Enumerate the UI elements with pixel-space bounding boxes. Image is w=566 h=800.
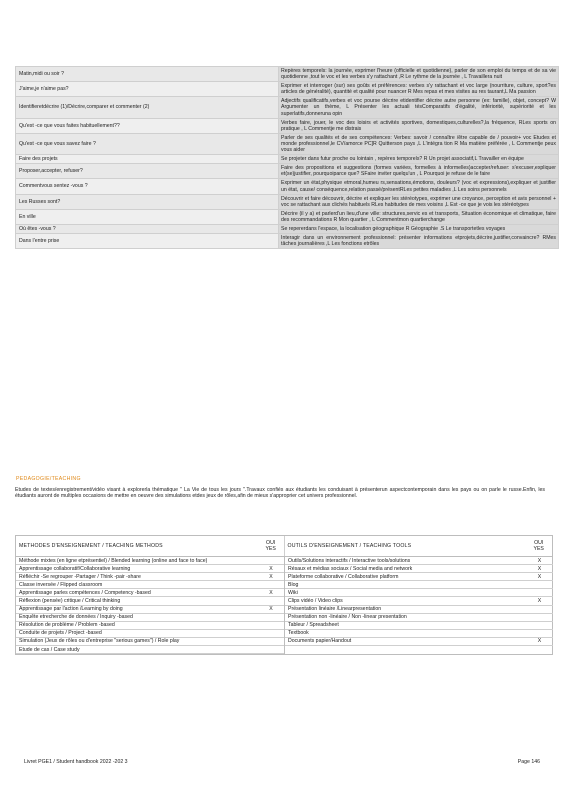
theme-title: Identifieretdécrire (1)/Décrire,comparer et commenter (2) xyxy=(16,97,279,118)
theme-description: Faire des propositions et suggestions (formes variées, formelles à informelles)accepter/refuser: s'excuser,expliquer et(se)justifier, pourquoiparce que? SFaire inviter quelqu'un , L Pourquoi je refuse de le faire xyxy=(279,164,559,179)
tool-row-check-mark xyxy=(526,622,553,629)
methods-list xyxy=(16,557,285,654)
theme-description: Verbes faire, jouer, le voc des loisirs et activités sportives, domestiques,culturelles?,la fréquence, RLes sports on pratique , L Commentje me distrais xyxy=(279,118,559,133)
theme-description: Se repererdans l'espace, la localisation géographique R Géographie .S Le transportetles voyages xyxy=(279,224,559,233)
theme-description: Parler de ses qualités et de ses compétences: Verbes: savoir / connaître /être capable de / pouvoir+ voc Etudes et monde professionnel,le CV/amorce PC]R Quitterson pays ,L L'intégra tion R Ma matière préférée , L Commentje peux vous aider xyxy=(279,133,559,154)
method-row-check-mark xyxy=(258,646,284,653)
method-row-check-mark: X xyxy=(269,589,273,596)
page-number: Page 146 xyxy=(517,759,540,765)
tool-row-label: Wiki xyxy=(288,589,298,596)
method-row-check-mark: X xyxy=(269,573,273,580)
tool-row-label: Documents papier/Handout xyxy=(288,638,352,645)
footer-handbook: Livret PGE1 / Student handbook 2022 -202 3 xyxy=(24,759,128,765)
theme-title: En ville xyxy=(16,209,279,224)
theme-title: Matin,midi ou soir ? xyxy=(16,67,279,82)
oui-label: OUI xyxy=(534,540,544,546)
method-row-label: Réflexion (pensée) critique / Critical thinking xyxy=(19,597,121,604)
tool-row xyxy=(285,614,553,622)
tool-row-check-mark xyxy=(526,614,553,621)
teaching-intro: Etudes de textes/enregistrement/vidéo visant à explorerla thématique " La Vie de tous les jours ".Travaux confiés aux étudiants les conduisant à présenterun aspectcontemporain dans les pays ou on parle le russe.Enfin, les étudiants auront de multiples occasions de mettre en oeuvre des simulations etdes jeux de rôles,afin de mieux s'approprier cet univers professionnel. xyxy=(15,487,545,500)
theme-description: Interagir dans un environnement professionnel: présenter informations etprojets,décrire,justifier,convaincre? RMes tâches journalières ,L Les fonctions etrôles xyxy=(279,234,559,249)
method-row xyxy=(16,606,284,614)
theme-title: Proposer,accepter, refuser? xyxy=(16,164,279,179)
theme-description: Repères temporels: la journée, exprimer l'heure (officielle et quotidienne), parler de son emploi du temps et de sa vie quotidienne ,tout le voc et les verbes s'y rattachant ,R Le rythme de la journée , L Travaillera nuit xyxy=(279,67,559,82)
tool-row xyxy=(285,622,553,630)
methods-tools-table xyxy=(15,535,553,655)
tool-row-label: Clips vidéo / Video clips xyxy=(288,597,343,604)
method-row-label: Enquête etrecherche de données / Inquiry -based xyxy=(19,614,133,621)
theme-description: Adjectifs qualificatifs,verbes et voc pourse décrire etidentifier décrire autre personne (ex: famille), objet, concept? W Argumenter un thème, L Présenter les actuali tésComparatifs d'égalité, infériorité, supériorité et les superlatifs,donneruna opin xyxy=(279,97,559,118)
tool-row-label: Présentation non -linéaire / Non -linear presentation xyxy=(288,614,407,621)
method-row xyxy=(16,638,284,646)
tool-row-label: Présentation linéaire /Linearpresentation xyxy=(288,606,382,613)
method-row xyxy=(16,646,284,654)
method-row xyxy=(16,622,284,630)
oui-label: OUI xyxy=(266,540,276,546)
tool-row xyxy=(285,565,553,573)
tool-row xyxy=(285,606,553,614)
theme-row xyxy=(16,179,559,194)
theme-description: Découvrir et faire découvrir, décrire et expliquer les stéréotypes, exprimer une croyance, perception et avis personnel + voc se rattachant aux clichés habituels RLes habitudes de mes voisins ,L Est -ce que je vois les stéréotypes xyxy=(279,194,559,209)
method-row-label: Conduite de projets / Project -based xyxy=(19,630,102,637)
theme-title: Les Russes sont? xyxy=(16,194,279,209)
theme-row xyxy=(16,82,559,97)
tool-row-check-mark xyxy=(526,606,553,613)
method-row-label: Apprentissage par l'action /Learning by doing xyxy=(19,606,123,613)
theme-title: Qu'est -ce que vous faites habituellement?? xyxy=(16,118,279,133)
tool-row-label: Blog xyxy=(288,581,299,588)
theme-title: Dans l'entre prise xyxy=(16,234,279,249)
theme-title: Qu'est -ce que vous savez faire ? xyxy=(16,133,279,154)
page-footer xyxy=(24,759,540,765)
tool-row xyxy=(285,589,553,597)
tool-row-check-mark: X xyxy=(537,638,542,645)
theme-row xyxy=(16,234,559,249)
method-row-check-mark xyxy=(258,581,284,588)
tool-row-check-mark xyxy=(526,630,553,637)
method-row-label: Réfléchir -Se regrouper -Partager / Think -pair -share xyxy=(19,573,141,580)
method-row-label: Apprentissage collaboratif/Collaborative learning xyxy=(19,565,131,572)
tool-row xyxy=(285,630,553,638)
tool-row xyxy=(285,557,553,565)
theme-title: Où êtes -vous ? xyxy=(16,224,279,233)
theme-title: Faire des projets xyxy=(16,155,279,164)
theme-row xyxy=(16,118,559,133)
tool-row-check-mark xyxy=(526,581,553,588)
tools-oui-yes-header xyxy=(525,536,552,556)
theme-description: Exprimer et interroger (sur) ses goûts et préférences: verbes s'y rattachant et voc large (nourriture, culture, sport?es articles de généralité), quantité et qualité pour nuancer R Mes repas et mes visites au res taurant,L Ma passion xyxy=(279,82,559,97)
method-row-label: Classe inversée / Flipped classroom xyxy=(19,581,103,588)
yes-label: YES xyxy=(265,546,276,552)
method-row-label: Méthode mixtes (en ligne etprésentiel) / Blended learning (online and face to face) xyxy=(19,557,208,564)
method-row-check-mark xyxy=(258,597,284,604)
tool-row-check-mark: X xyxy=(537,597,542,604)
method-row xyxy=(16,565,284,573)
method-row xyxy=(16,630,284,638)
tool-row-label: Plateforme collaborative / Collaborative platform xyxy=(288,573,399,580)
tool-row-label: Outils/Solutions interactifs / Interactive tools/solutions xyxy=(288,557,411,564)
theme-row xyxy=(16,164,559,179)
theme-title: Commentvous sentez -vous ? xyxy=(16,179,279,194)
methods-tools-header xyxy=(16,536,552,557)
theme-row xyxy=(16,67,559,82)
themes-table xyxy=(15,66,559,249)
section-title: PEDAGOGIE/TEACHING xyxy=(16,476,81,482)
tool-row xyxy=(285,638,553,646)
method-row-check-mark xyxy=(258,638,284,645)
method-row-check-mark xyxy=(258,622,284,629)
tool-row-label: Textbook xyxy=(288,630,309,637)
method-row-check-mark: X xyxy=(269,565,273,572)
method-row-check-mark: X xyxy=(269,606,273,613)
tool-row-label: Tableur / Spreadsheet xyxy=(288,622,339,629)
theme-row xyxy=(16,194,559,209)
tool-row-label: Résaux et médias sociaux / Social media and network xyxy=(288,565,413,572)
method-row-check-mark xyxy=(258,614,284,621)
method-row xyxy=(16,589,284,597)
theme-description: Décrire (il y a) et parlerd'un lieu,d'une ville: structures,servic es et transports, Situation économique et climatique, faire des recommandations R Mon quartier , L Commentmon quartierchange xyxy=(279,209,559,224)
tools-header: OUTILS D'ENSEIGNEMENT / TEACHING TOOLS xyxy=(284,536,526,556)
method-row xyxy=(16,597,284,605)
tool-row-check-mark xyxy=(526,589,553,596)
method-row-label: Apprentissage parles compétences / Competency -based xyxy=(19,589,151,596)
theme-title: J'aime,je n'aime pas? xyxy=(16,82,279,97)
method-row xyxy=(16,557,284,565)
theme-description: Se projeter dans futur proche ou lointain , repères temporels? R Un projet associatif,L Travailler en équipe xyxy=(279,155,559,164)
theme-row xyxy=(16,209,559,224)
tool-row xyxy=(285,581,553,589)
method-row-label: Résolution de problème / Problem -based xyxy=(19,622,115,629)
methods-header: METHODES D'ENSEIGNEMENT / TEACHING METHODS xyxy=(19,543,163,549)
tool-row-check-mark: X xyxy=(537,573,542,580)
method-row-label: Etude de cas / Case study xyxy=(19,646,80,653)
tools-list xyxy=(285,557,553,654)
method-row xyxy=(16,581,284,589)
theme-description: Exprimer un état,physique etmoral,humeu rs,sensations,émotions, douleurs? (voc et expressions),expliquer et justifier un état, cause/ conséquence,relation passé/présentRLes petites maladies ,L Les soins personnels xyxy=(279,179,559,194)
tool-row xyxy=(285,573,553,581)
yes-label: YES xyxy=(533,546,544,552)
method-row xyxy=(16,573,284,581)
theme-row xyxy=(16,155,559,164)
method-row-check-mark xyxy=(258,557,284,564)
theme-row xyxy=(16,224,559,233)
tool-row-check-mark: X xyxy=(537,565,542,572)
tool-row-check-mark: X xyxy=(537,557,542,564)
method-row-check-mark xyxy=(258,630,284,637)
theme-row xyxy=(16,97,559,118)
theme-row xyxy=(16,133,559,154)
method-row xyxy=(16,614,284,622)
methods-oui-yes-header xyxy=(258,536,284,556)
method-row-label: Simulation (Jeux de rôles ou d'entreprise "serious games") / Role play xyxy=(19,638,180,645)
tool-row xyxy=(285,597,553,605)
